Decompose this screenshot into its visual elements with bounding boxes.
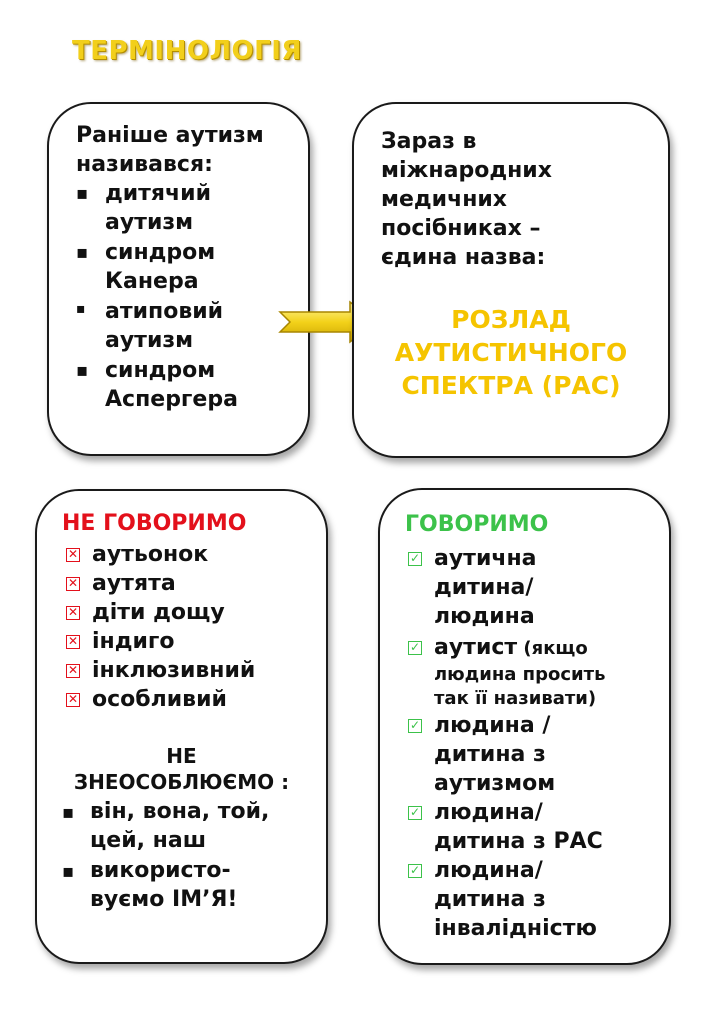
x-box-icon: ✕ bbox=[67, 576, 79, 590]
depersonalize-item-2-line2: вуємо ІМ’Я! bbox=[90, 887, 238, 912]
check-box-icon: ✓ bbox=[409, 640, 421, 654]
asd-term-line2: АУТИСТИЧНОГО bbox=[394, 338, 628, 367]
check-box-icon: ✓ bbox=[409, 863, 421, 877]
former-item-3-line2: аутизм bbox=[105, 328, 194, 353]
now-heading-line2: міжнародних bbox=[381, 158, 552, 183]
x-box-icon: ✕ bbox=[67, 663, 79, 677]
check-box-icon: ✓ bbox=[409, 805, 421, 819]
asd-term-line3: СПЕКТРА (РАС) bbox=[401, 371, 621, 400]
say-item-1-line1: аутична bbox=[434, 546, 537, 571]
former-item-4-line2: Аспергера bbox=[105, 387, 238, 412]
depersonalize-heading-line1: НЕ bbox=[166, 744, 197, 768]
bullet-icon: ▪ bbox=[76, 242, 89, 263]
now-heading-line4: посібниках – bbox=[381, 216, 541, 241]
former-item-3-line1: атиповий bbox=[105, 299, 224, 324]
do-not-say-title: НЕ ГОВОРИМО bbox=[62, 511, 247, 536]
bullet-icon: ▪ bbox=[76, 183, 89, 204]
do-not-say-item: особливий bbox=[92, 687, 227, 712]
say-item-5-line1: людина/ bbox=[434, 858, 543, 883]
say-item-1-line3: людина bbox=[434, 604, 535, 629]
bullet-icon: ▪ bbox=[76, 360, 89, 381]
check-box-icon: ✓ bbox=[409, 551, 421, 565]
x-box-icon: ✕ bbox=[67, 634, 79, 648]
say-item-3-line3: аутизмом bbox=[434, 771, 556, 796]
say-item-5-line3: інвалідністю bbox=[434, 916, 597, 941]
bullet-icon: ▪ bbox=[76, 301, 86, 317]
say-item-1-line2: дитина/ bbox=[434, 575, 534, 600]
asd-term-line1: РОЗЛАД bbox=[451, 305, 571, 334]
depersonalize-item-1-line1: він, вона, той, bbox=[90, 799, 270, 824]
say-item-2-line1 bbox=[434, 633, 588, 663]
do-not-say-item: індиго bbox=[92, 629, 175, 654]
check-box-icon: ✓ bbox=[409, 718, 421, 732]
former-item-1-line1: дитячий bbox=[105, 181, 211, 206]
bullet-icon: ▪ bbox=[62, 802, 75, 823]
x-box-icon: ✕ bbox=[67, 692, 79, 706]
say-item-4-line1: людина/ bbox=[434, 800, 543, 825]
x-box-icon: ✕ bbox=[67, 605, 79, 619]
now-heading-line5: єдина назва: bbox=[381, 245, 546, 270]
say-item-2-line3: так її називати) bbox=[434, 688, 597, 709]
depersonalize-heading-line2: ЗНЕОСОБЛЮЄМО : bbox=[73, 770, 290, 794]
depersonalize-item-2-line1: використо- bbox=[90, 858, 231, 883]
former-item-2-line1: синдром bbox=[105, 240, 216, 265]
say-item-3-line1: людина / bbox=[434, 713, 551, 738]
say-item-2-word: аутист bbox=[434, 635, 518, 660]
former-heading-line1: Раніше аутизм bbox=[76, 123, 264, 148]
do-not-say-item: інклюзивний bbox=[92, 658, 256, 683]
page-title: ТЕРМІНОЛОГІЯ bbox=[72, 36, 302, 66]
former-item-1-line2: аутизм bbox=[105, 210, 194, 235]
do-not-say-item: діти дощу bbox=[92, 600, 225, 625]
bullet-icon: ▪ bbox=[62, 861, 75, 882]
former-heading-line2: називався: bbox=[76, 152, 213, 177]
say-item-5-line2: дитина з bbox=[434, 887, 546, 912]
former-item-4-line1: синдром bbox=[105, 358, 216, 383]
former-item-2-line2: Канера bbox=[105, 269, 199, 294]
x-box-icon: ✕ bbox=[67, 547, 79, 561]
do-say-title: ГОВОРИМО bbox=[405, 512, 549, 537]
now-heading-line1: Зараз в bbox=[381, 129, 477, 154]
now-heading-line3: медичних bbox=[381, 187, 507, 212]
say-item-2-line2: людина просить bbox=[434, 664, 606, 685]
depersonalize-item-1-line2: цей, наш bbox=[90, 828, 207, 853]
do-not-say-item: аутьонок bbox=[92, 542, 209, 567]
say-item-3-line2: дитина з bbox=[434, 742, 546, 767]
say-item-2-note: (якщо bbox=[517, 638, 588, 659]
do-not-say-item: аутята bbox=[92, 571, 176, 596]
say-item-4-line2: дитина з РАС bbox=[434, 829, 603, 854]
